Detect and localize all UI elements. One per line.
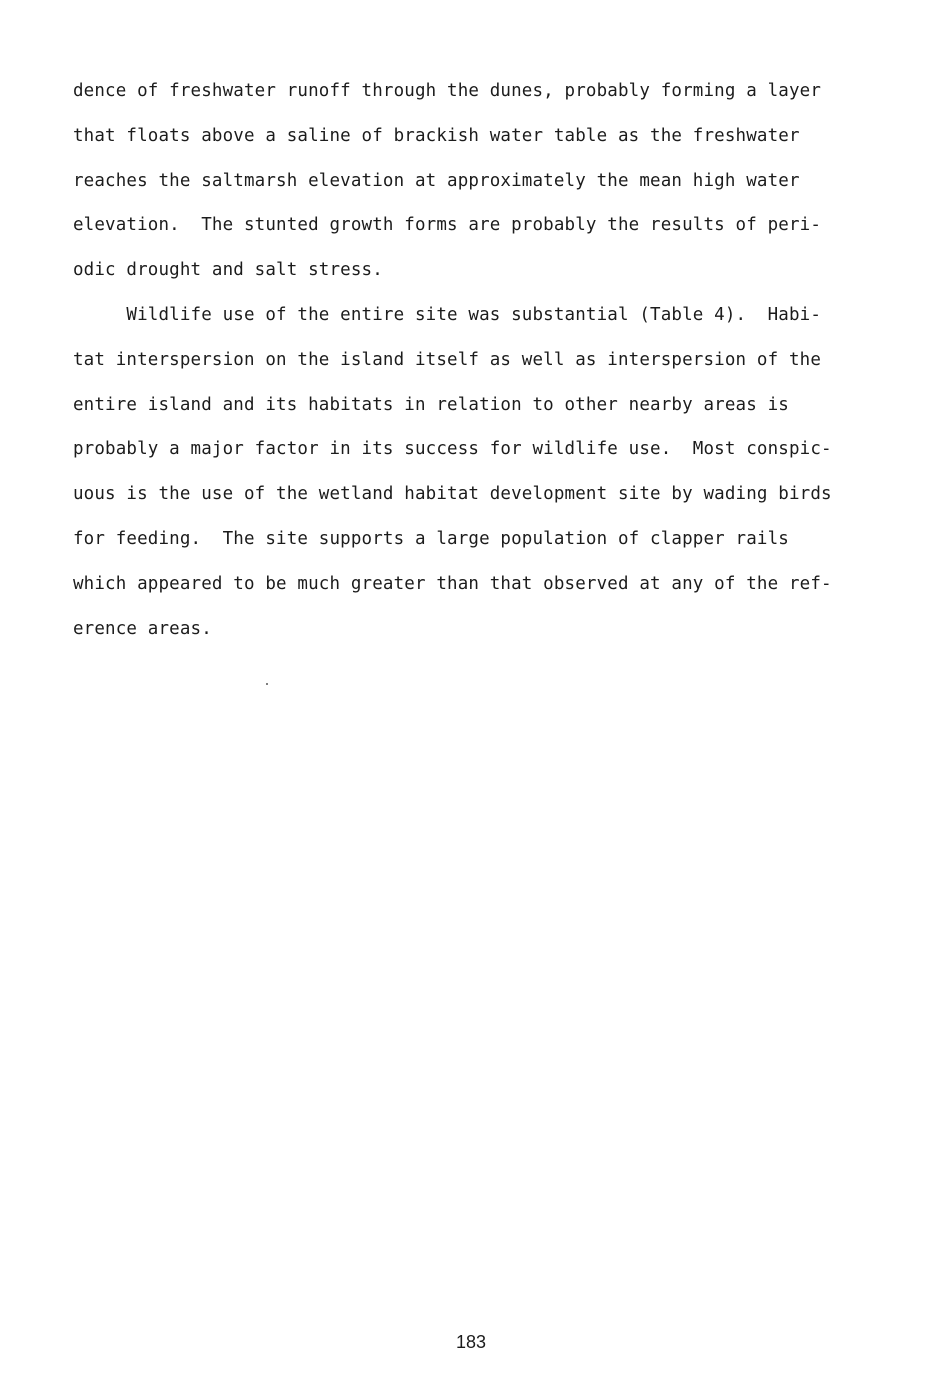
text-line: probably a major factor in its success for wildlife use. Most conspic-: [73, 439, 832, 460]
text-line: tat interspersion on the island itself as well as interspersion of the: [73, 349, 822, 370]
text-line: uous is the use of the wetland habitat development site by wading birds: [73, 484, 832, 505]
text-line: erence areas.: [73, 618, 212, 639]
text-line: that floats above a saline of brackish water table as the freshwater: [73, 125, 800, 146]
text-line: elevation. The stunted growth forms are probably the results of peri-: [73, 215, 822, 236]
text-line: reaches the saltmarsh elevation at approximately the mean high water: [73, 170, 800, 191]
text-line: which appeared to be much greater than that observed at any of the ref-: [73, 573, 832, 594]
text-line: odic drought and salt stress.: [73, 260, 383, 281]
paragraph-1: [73, 75, 873, 299]
body-text: [73, 75, 873, 657]
scan-speck: [266, 683, 268, 685]
paragraph-2: [73, 299, 873, 657]
text-line: Wildlife use of the entire site was substantial (Table 4). Habi-: [73, 304, 822, 325]
text-line: for feeding. The site supports a large population of clapper rails: [73, 528, 789, 549]
text-line: entire island and its habitats in relation to other nearby areas is: [73, 394, 789, 415]
text-line: dence of freshwater runoff through the dunes, probably forming a layer: [73, 81, 822, 101]
page-number: 183: [455, 1332, 487, 1352]
